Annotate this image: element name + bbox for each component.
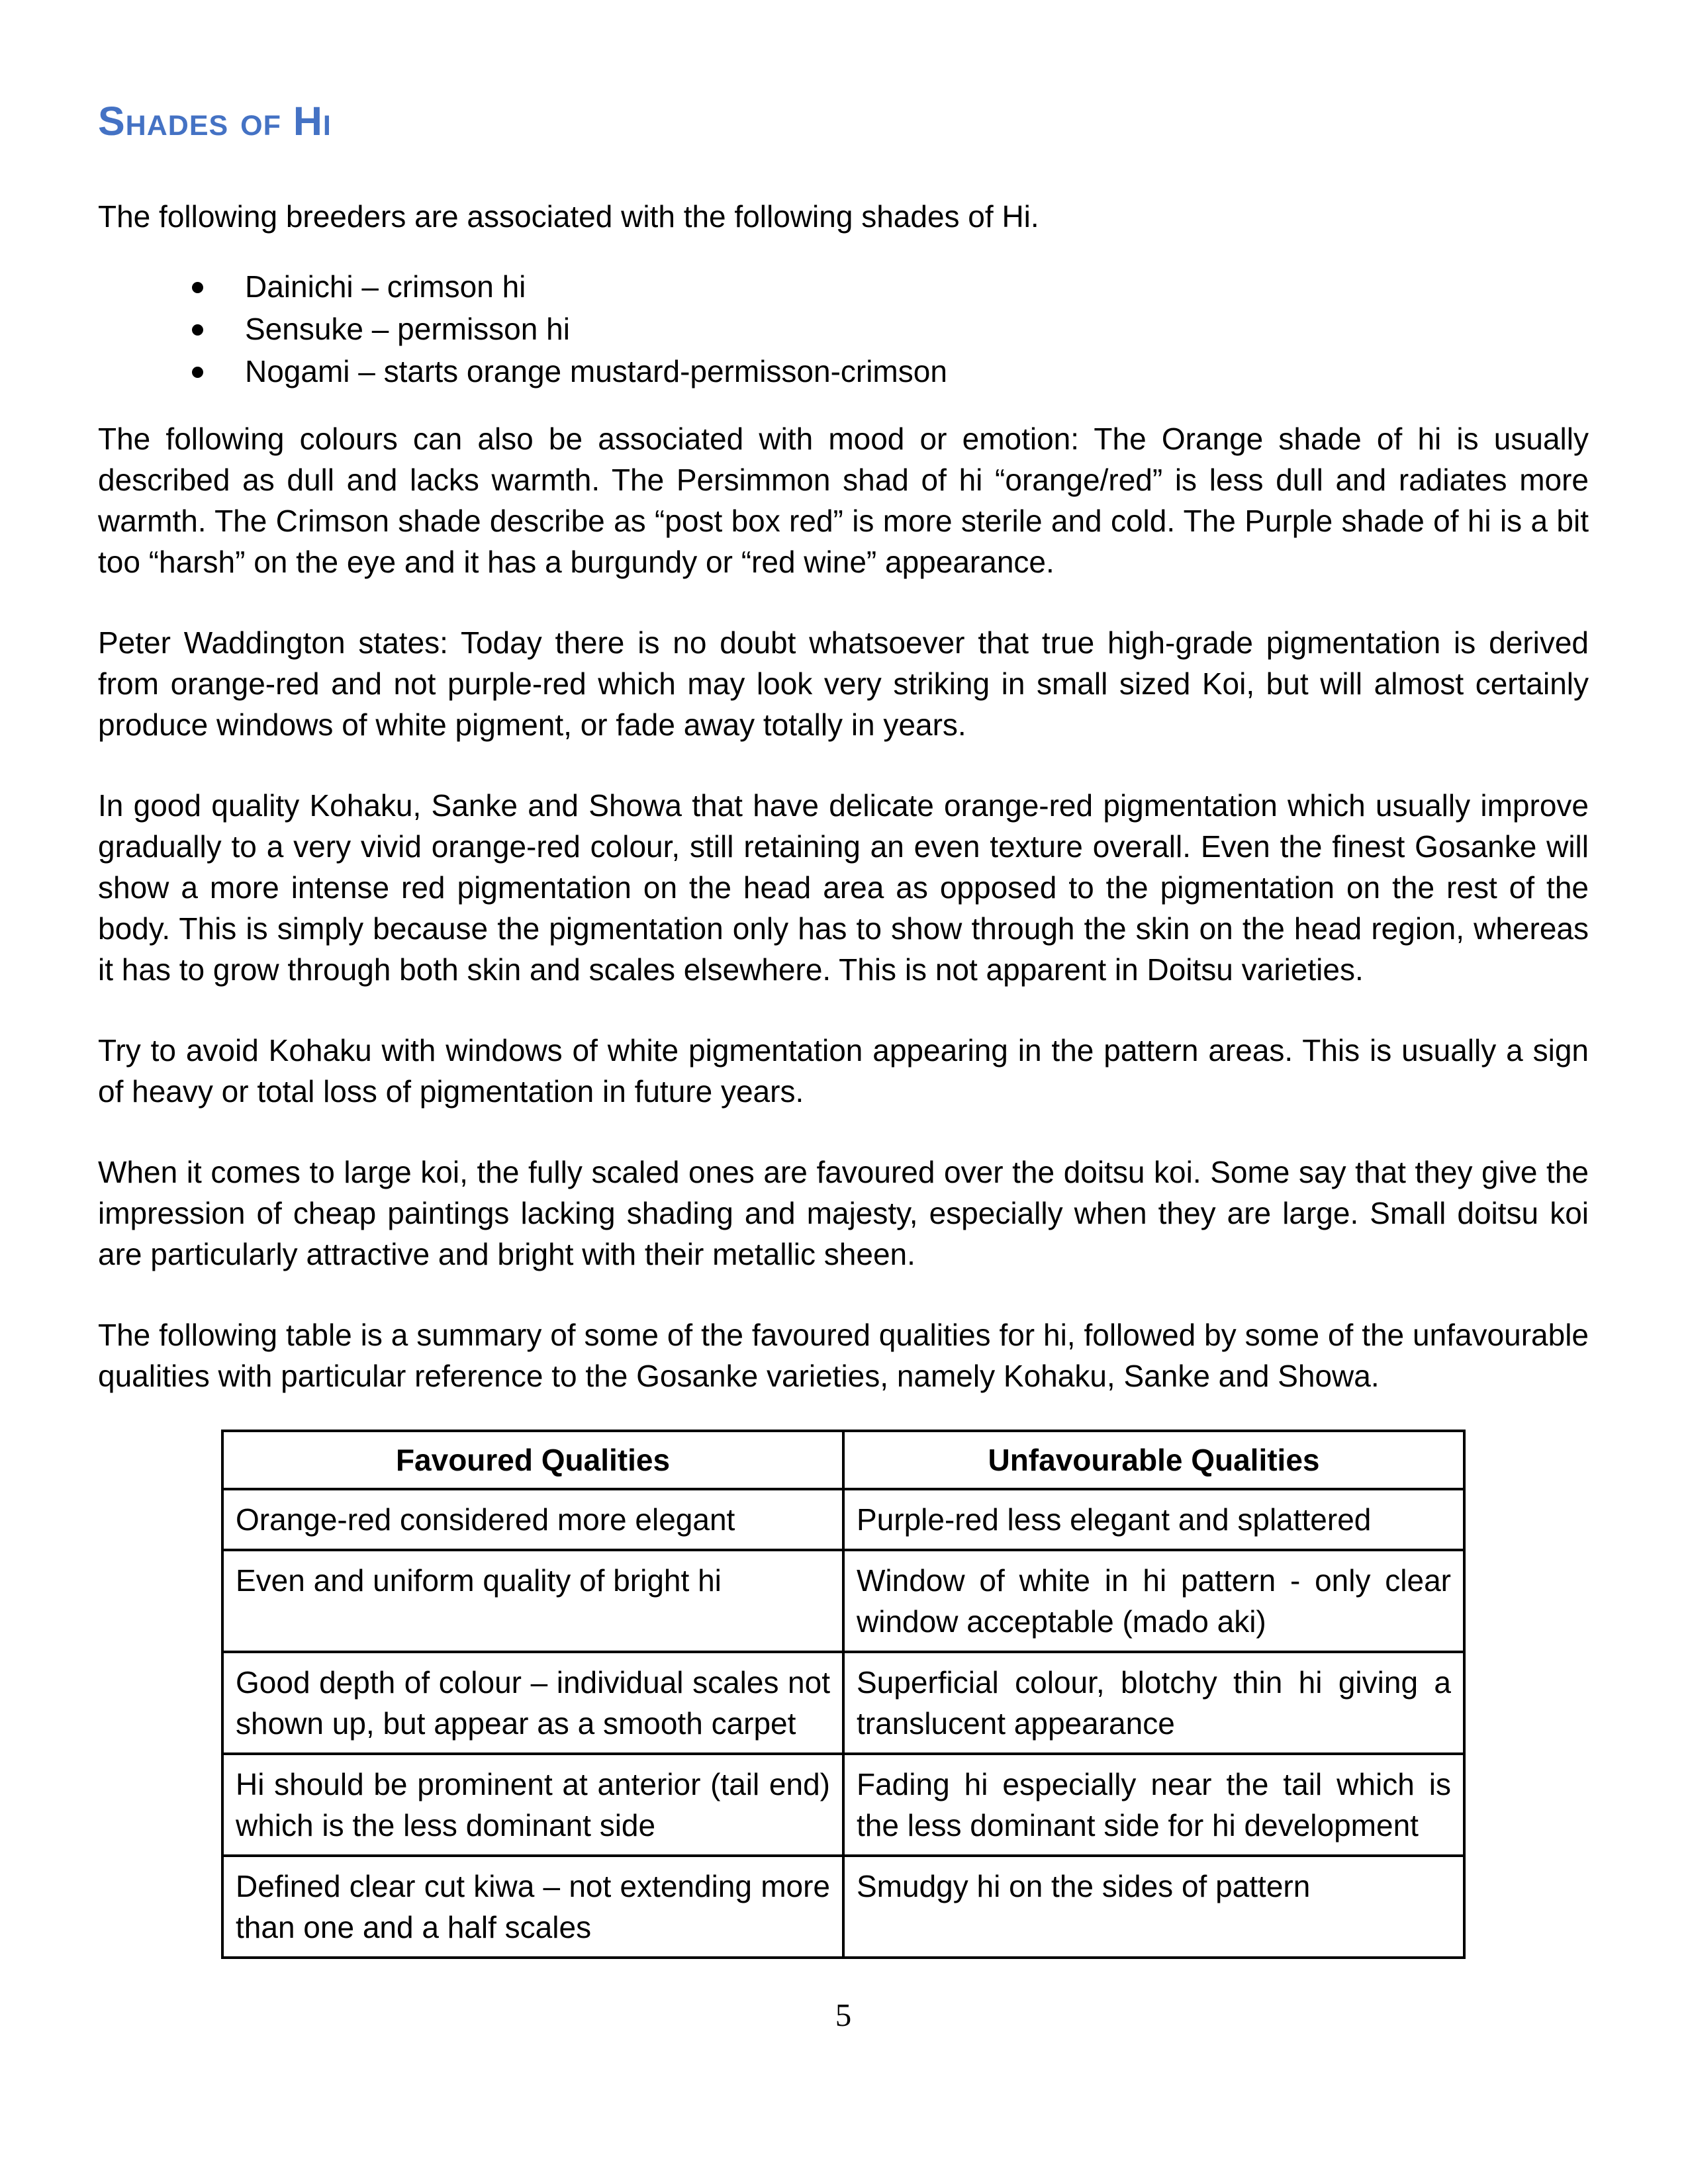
table-cell-favoured: Good depth of colour – individual scales not shown up, but appear as a smooth carpet (222, 1652, 843, 1754)
table-cell-unfavourable: Smudgy hi on the sides of pattern (843, 1856, 1464, 1958)
qualities-table-body (222, 1489, 1464, 1958)
page-number: 5 (835, 1997, 852, 2033)
table-cell-favoured: Even and uniform quality of bright hi (222, 1550, 843, 1652)
table-cell-unfavourable: Window of white in hi pattern - only clear window acceptable (mado aki) (843, 1550, 1464, 1652)
paragraph-table-summary: The following table is a summary of some of the favoured qualities for hi, followed by some of the unfavourable qualities with particular reference to the Gosanke varieties, namely Kohaku, Sanke and Showa. (98, 1318, 1589, 1393)
table-cell-favoured: Orange-red considered more elegant (222, 1489, 843, 1550)
table-row (222, 1489, 1464, 1550)
table-cell-unfavourable: Fading hi especially near the tail which is the less dominant side for hi development (843, 1754, 1464, 1856)
breeders-list (98, 266, 1589, 392)
table-cell-unfavourable: Superficial colour, blotchy thin hi giving a translucent appearance (843, 1652, 1464, 1754)
page-title: Shades of Hi (98, 99, 332, 144)
paragraph-mood-emotion: The following colours can also be associated with mood or emotion: The Orange shade of hi is usually described as dull and lacks warmth. The Persimmon shad of hi “orange/red” is less dull and radiates more warmth. The Crimson shade describe as “post box red” is more sterile and cold. The Purple shade of hi is a bit too “harsh” on the eye and it has a burgundy or “red wine” appearance. (98, 422, 1589, 579)
qualities-table (221, 1430, 1466, 1959)
paragraph-avoid-windows: Try to avoid Kohaku with windows of white pigmentation appearing in the pattern areas. This is usually a sign of heavy or total loss of pigmentation in future years. (98, 1033, 1589, 1109)
table-row (222, 1754, 1464, 1856)
table-row (222, 1550, 1464, 1652)
table-header-favoured: Favoured Qualities (222, 1431, 843, 1489)
list-item-dainichi: Dainichi – crimson hi (98, 266, 1589, 307)
paragraph-large-koi: When it comes to large koi, the fully scaled ones are favoured over the doitsu koi. Some say that they give the impression of cheap paintings lacking shading and majesty, especially when they are large. Small doitsu koi are particularly attractive and bright with their metallic sheen. (98, 1155, 1589, 1271)
list-item-sensuke: Sensuke – permisson hi (98, 308, 1589, 349)
table-header-unfavourable: Unfavourable Qualities (843, 1431, 1464, 1489)
table-cell-favoured: Hi should be prominent at anterior (tail end) which is the less dominant side (222, 1754, 843, 1856)
intro-paragraph: The following breeders are associated with the following shades of Hi. (98, 199, 1039, 234)
paragraph-waddington: Peter Waddington states: Today there is no doubt whatsoever that true high-grade pigmentation is derived from orange-red and not purple-red which may look very striking in small sized Koi, but will almost certainly produce windows of white pigment, or fade away totally in years. (98, 625, 1589, 742)
table-cell-unfavourable: Purple-red less elegant and splattered (843, 1489, 1464, 1550)
list-item-nogami: Nogami – starts orange mustard-permisson-crimson (98, 351, 1589, 392)
table-row (222, 1652, 1464, 1754)
table-header-row (222, 1431, 1464, 1489)
qualities-table-head (222, 1431, 1464, 1489)
paragraph-gosanke-pigmentation: In good quality Kohaku, Sanke and Showa that have delicate orange-red pigmentation which usually improve gradually to a very vivid orange-red colour, still retaining an even texture overall. Even the finest Gosanke will show a more intense red pigmentation on the head area as opposed to the pigmentation on the rest of the body. This is simply because the pigmentation only has to show through the skin on the head region, whereas it has to grow through both skin and scales elsewhere. This is not apparent in Doitsu varieties. (98, 788, 1589, 987)
table-cell-favoured: Defined clear cut kiwa – not extending more than one and a half scales (222, 1856, 843, 1958)
table-row (222, 1856, 1464, 1958)
